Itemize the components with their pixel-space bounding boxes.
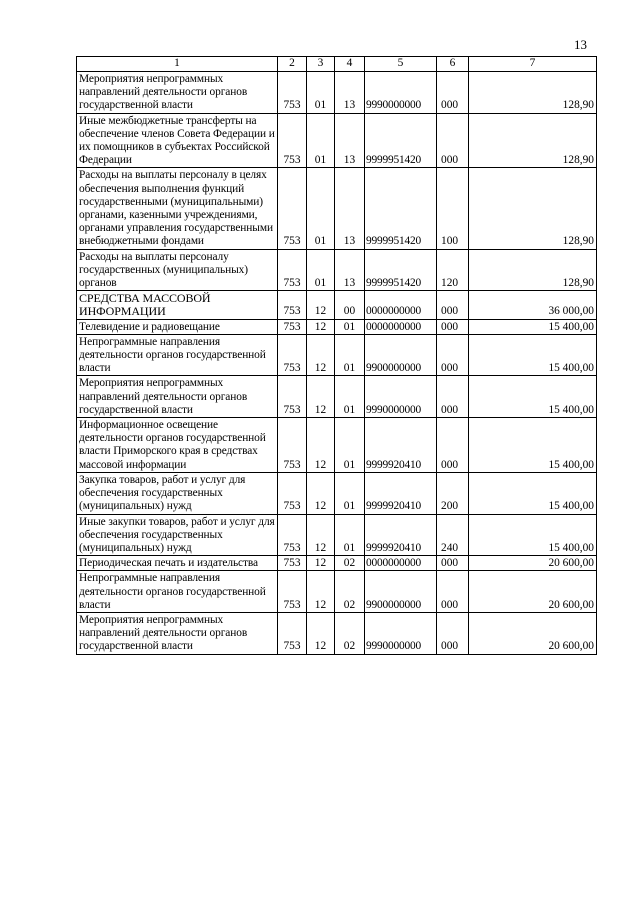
row-subsection-code: 02 <box>335 571 365 613</box>
row-subsection-code: 02 <box>335 556 365 571</box>
header-cell: 4 <box>335 57 365 72</box>
row-section-code: 12 <box>307 571 335 613</box>
row-subsection-code: 01 <box>335 418 365 473</box>
table-row <box>77 72 597 114</box>
row-section-code: 12 <box>307 334 335 376</box>
row-amount: 15 400,00 <box>469 418 597 473</box>
row-section-code: 12 <box>307 376 335 418</box>
row-target-code: 9900000000 <box>365 334 437 376</box>
row-amount: 15 400,00 <box>469 376 597 418</box>
row-target-code: 9999951420 <box>365 168 437 249</box>
header-cell: 5 <box>365 57 437 72</box>
row-admin-code: 753 <box>278 556 307 571</box>
row-subsection-code: 01 <box>335 334 365 376</box>
row-admin-code: 753 <box>278 514 307 556</box>
table-row <box>77 514 597 556</box>
budget-table <box>76 56 597 655</box>
row-target-code: 9999920410 <box>365 472 437 514</box>
row-name: Расходы на выплаты персоналу государственных (муниципальных) органов <box>77 249 278 291</box>
row-target-code: 0000000000 <box>365 291 437 319</box>
row-type-code: 000 <box>437 612 469 654</box>
row-admin-code: 753 <box>278 376 307 418</box>
row-name: СРЕДСТВА МАССОВОЙ ИНФОРМАЦИИ <box>77 291 278 319</box>
row-subsection-code: 02 <box>335 612 365 654</box>
row-target-code: 9990000000 <box>365 376 437 418</box>
row-section-code: 12 <box>307 514 335 556</box>
row-type-code: 000 <box>437 571 469 613</box>
row-section-code: 12 <box>307 418 335 473</box>
row-name: Непрограммные направления деятельности органов государственной власти <box>77 334 278 376</box>
row-type-code: 000 <box>437 319 469 334</box>
table-row <box>77 472 597 514</box>
table-row <box>77 556 597 571</box>
row-subsection-code: 01 <box>335 319 365 334</box>
row-name: Непрограммные направления деятельности органов государственной власти <box>77 571 278 613</box>
row-type-code: 000 <box>437 556 469 571</box>
row-admin-code: 753 <box>278 472 307 514</box>
row-amount: 15 400,00 <box>469 319 597 334</box>
row-subsection-code: 13 <box>335 168 365 249</box>
table-row <box>77 418 597 473</box>
table-row <box>77 612 597 654</box>
row-target-code: 9990000000 <box>365 612 437 654</box>
table-row <box>77 319 597 334</box>
row-type-code: 000 <box>437 334 469 376</box>
row-target-code: 9999920410 <box>365 514 437 556</box>
row-admin-code: 753 <box>278 113 307 168</box>
row-target-code: 9990000000 <box>365 72 437 114</box>
row-amount: 128,90 <box>469 249 597 291</box>
row-subsection-code: 00 <box>335 291 365 319</box>
row-section-code: 12 <box>307 319 335 334</box>
row-subsection-code: 13 <box>335 113 365 168</box>
table-row-section <box>77 291 597 319</box>
row-subsection-code: 13 <box>335 249 365 291</box>
table-row <box>77 334 597 376</box>
header-cell: 6 <box>437 57 469 72</box>
header-cell: 7 <box>469 57 597 72</box>
row-name: Периодическая печать и издательства <box>77 556 278 571</box>
row-amount: 128,90 <box>469 72 597 114</box>
header-cell: 2 <box>278 57 307 72</box>
row-admin-code: 753 <box>278 571 307 613</box>
row-target-code: 9999951420 <box>365 249 437 291</box>
row-amount: 15 400,00 <box>469 514 597 556</box>
row-name: Иные закупки товаров, работ и услуг для обеспечения государственных (муниципальных) нужд <box>77 514 278 556</box>
row-type-code: 200 <box>437 472 469 514</box>
row-amount: 15 400,00 <box>469 334 597 376</box>
row-admin-code: 753 <box>278 168 307 249</box>
row-amount: 15 400,00 <box>469 472 597 514</box>
table-header-row <box>77 57 597 72</box>
header-cell: 1 <box>77 57 278 72</box>
row-section-code: 01 <box>307 72 335 114</box>
row-target-code: 9900000000 <box>365 571 437 613</box>
row-amount: 20 600,00 <box>469 571 597 613</box>
table-row <box>77 571 597 613</box>
row-name: Иные межбюджетные трансферты на обеспечение членов Совета Федерации и их помощников в субъектах Российской Федерации <box>77 113 278 168</box>
row-type-code: 100 <box>437 168 469 249</box>
row-admin-code: 753 <box>278 72 307 114</box>
table-row <box>77 376 597 418</box>
row-admin-code: 753 <box>278 249 307 291</box>
row-section-code: 12 <box>307 612 335 654</box>
row-section-code: 12 <box>307 291 335 319</box>
row-type-code: 240 <box>437 514 469 556</box>
row-admin-code: 753 <box>278 319 307 334</box>
row-name: Телевидение и радиовещание <box>77 319 278 334</box>
row-name: Мероприятия непрограммных направлений деятельности органов государственной власти <box>77 612 278 654</box>
row-type-code: 000 <box>437 113 469 168</box>
header-cell: 3 <box>307 57 335 72</box>
row-target-code: 0000000000 <box>365 556 437 571</box>
row-target-code: 9999920410 <box>365 418 437 473</box>
row-target-code: 0000000000 <box>365 319 437 334</box>
table-row <box>77 168 597 249</box>
row-amount: 20 600,00 <box>469 556 597 571</box>
row-admin-code: 753 <box>278 612 307 654</box>
row-subsection-code: 01 <box>335 472 365 514</box>
row-admin-code: 753 <box>278 418 307 473</box>
row-type-code: 000 <box>437 291 469 319</box>
row-type-code: 000 <box>437 418 469 473</box>
row-section-code: 12 <box>307 472 335 514</box>
row-name: Закупка товаров, работ и услуг для обеспечения государственных (муниципальных) нужд <box>77 472 278 514</box>
row-amount: 128,90 <box>469 113 597 168</box>
row-section-code: 01 <box>307 249 335 291</box>
row-amount: 128,90 <box>469 168 597 249</box>
page-number: 13 <box>574 37 587 52</box>
row-amount: 20 600,00 <box>469 612 597 654</box>
row-subsection-code: 01 <box>335 514 365 556</box>
row-name: Расходы на выплаты персоналу в целях обеспечения выполнения функций государственными (муниципальными) органами, казенными учреждениями, органами управления государственными внебюджетными фондами <box>77 168 278 249</box>
row-name: Информационное освещение деятельности органов государственной власти Приморского края в средствах массовой информации <box>77 418 278 473</box>
table-row <box>77 249 597 291</box>
row-amount: 36 000,00 <box>469 291 597 319</box>
row-section-code: 12 <box>307 556 335 571</box>
table-row <box>77 113 597 168</box>
row-name: Мероприятия непрограммных направлений деятельности органов государственной власти <box>77 376 278 418</box>
row-section-code: 01 <box>307 168 335 249</box>
row-admin-code: 753 <box>278 291 307 319</box>
row-admin-code: 753 <box>278 334 307 376</box>
row-type-code: 000 <box>437 376 469 418</box>
row-name: Мероприятия непрограммных направлений деятельности органов государственной власти <box>77 72 278 114</box>
row-type-code: 120 <box>437 249 469 291</box>
row-target-code: 9999951420 <box>365 113 437 168</box>
row-subsection-code: 13 <box>335 72 365 114</box>
row-subsection-code: 01 <box>335 376 365 418</box>
row-section-code: 01 <box>307 113 335 168</box>
row-type-code: 000 <box>437 72 469 114</box>
